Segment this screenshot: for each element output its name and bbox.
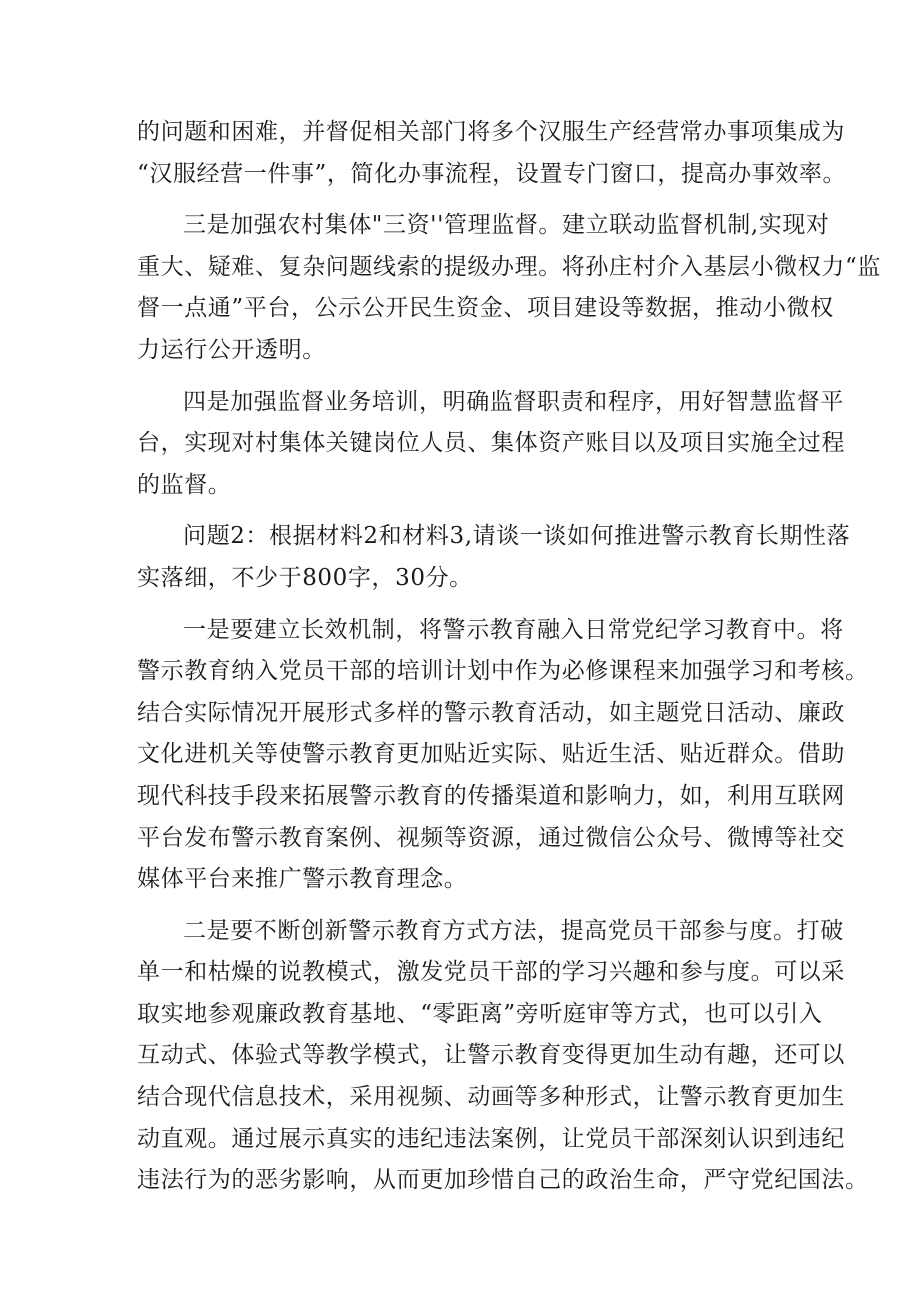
text-line: 力运行公开透明。 xyxy=(137,336,326,363)
text-line: 取实地参观廉政教育基地、“零距离”旁听庭审等方式，也可以引入 xyxy=(137,1000,823,1027)
paragraph-answer-two xyxy=(137,911,869,1202)
text-line: 台，实现对村集体关键岗位人员、集体资产账目以及项目实施全过程 xyxy=(137,430,845,457)
paragraph-answer-one xyxy=(137,610,869,901)
text-line: “汉服经营一件事”，简化办事流程，设置专门窗口，提高办事效率。 xyxy=(137,160,847,187)
text-line: 警示教育纳入党员干部的培训计划中作为必修课程来加强学习和考核。 xyxy=(137,658,869,685)
text-line: 媒体平台来推广警示教育理念。 xyxy=(137,866,468,893)
text-line: 实落细，不少于800字，30分。 xyxy=(137,564,473,591)
text-line: 结合现代信息技术，采用视频、动画等多种形式，让警示教育更加生 xyxy=(137,1084,845,1111)
paragraph-continuation xyxy=(137,112,847,195)
text-line: 互动式、体验式等教学模式，让警示教育变得更加生动有趣，还可以 xyxy=(137,1042,845,1069)
document-body xyxy=(137,112,881,1202)
text-line: 二是要不断创新警示教育方式方法，提高党员干部参与度。打破 xyxy=(183,917,844,944)
text-line: 重大、疑难、复杂问题线索的提级办理。将孙庄村介入基层小微权力“监 xyxy=(137,253,881,280)
text-line: 一是要建立长效机制，将警示教育融入日常党纪学习教育中。将 xyxy=(183,616,844,643)
text-line: 文化进机关等使警示教育更加贴近实际、贴近生活、贴近群众。借助 xyxy=(137,741,845,768)
text-line: 动直观。通过展示真实的违纪违法案例，让党员干部深刻认识到违纪 xyxy=(137,1125,845,1152)
paragraph-point-three xyxy=(137,205,881,371)
text-line: 平台发布警示教育案例、视频等资源，通过微信公众号、微博等社交 xyxy=(137,824,845,851)
paragraph-question-two xyxy=(137,516,851,599)
text-line: 问题2：根据材料2和材料3,请谈一谈如何推进警示教育长期性落 xyxy=(183,523,851,550)
text-line: 四是加强监督业务培训，明确监督职责和程序，用好智慧监督平 xyxy=(183,388,844,415)
text-line: 三是加强农村集体"三资''管理监督。建立联动监督机制,实现对 xyxy=(183,212,830,239)
text-line: 督一点通”平台，公示公开民生资金、项目建设等数据，推动小微权 xyxy=(137,295,834,322)
text-line: 结合实际情况开展形式多样的警示教育活动，如主题党日活动、廉政 xyxy=(137,699,845,726)
text-line: 单一和枯燥的说教模式，激发党员干部的学习兴趣和参与度。可以采 xyxy=(137,959,845,986)
text-line: 的监督。 xyxy=(137,471,232,498)
paragraph-point-four xyxy=(137,382,845,507)
text-line: 违法行为的恶劣影响，从而更加珍惜自己的政治生命，严守党纪国法。 xyxy=(137,1167,869,1194)
text-line: 现代科技手段来拓展警示教育的传播渠道和影响力，如，利用互联网 xyxy=(137,782,845,809)
text-line: 的问题和困难，并督促相关部门将多个汉服生产经营常办事项集成为 xyxy=(137,119,845,145)
